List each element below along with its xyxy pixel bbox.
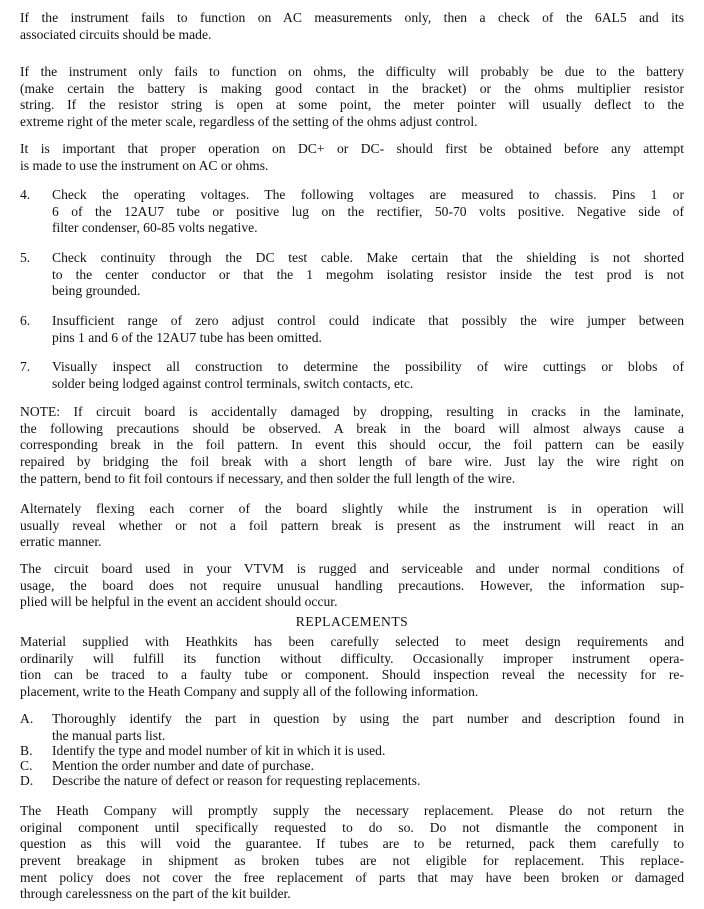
text-line: solder being lodged against control terminals, switch contacts, etc. [52,375,414,391]
text-line: 6 of the 12AU7 tube or positive lug on the rectifier, 50-70 volts positive. Negative side of [52,203,684,219]
list-item-number: 6. [20,313,31,328]
text-line: Identify the type and model number of kit in which it is used. [52,743,386,758]
text-line: original component until specifically requested to do so. Do not dismantle the component in [20,819,684,835]
text-line: being grounded. [52,283,141,299]
text-line: Material supplied with Heathkits has been carefully selected to meet design requirements and [20,634,684,649]
text-line: corresponding break in the foil pattern. In event this should occur, the foil pattern can be easily [20,437,684,453]
text-line: ordinarily will fulfill its function without difficulty. Occasionally improper instrument opera- [20,650,684,666]
text-line: NOTE: If circuit board is accidentally damaged by dropping, resulting in cracks in the laminate, [20,404,684,419]
text-line: ment policy does not cover the free replacement of parts that may have been broken or damaged [20,869,684,885]
text-line: The circuit board used in your VTVM is rugged and serviceable and under normal conditions of [20,561,684,576]
paragraph [20,634,684,701]
text-line: Check the operating voltages. The following voltages are measured to chassis. Pins 1 or [52,187,684,202]
section-heading-replacements: REPLACEMENTS [295,614,409,629]
text-line: usually reveal whether or not a foil pattern break is present as the instrument will react in an [20,517,684,533]
text-line: through carelessness on the part of the kit builder. [20,886,291,902]
text-line: question as this will void the guarantee. If tubes are to be returned, pack them carefully to [20,836,684,852]
list-item-number: 5. [20,250,31,265]
list-item-number: 4. [20,187,31,202]
text-line: string. If the resistor string is open at some point, the meter pointer will usually deflect to the [20,97,684,113]
list-item-number: 7. [20,359,31,374]
text-line: Check continuity through the DC test cable. Make certain that the shielding is not shorted [52,250,684,265]
text-line: erratic manner. [20,534,102,550]
text-line: the pattern, bend to fit foil contours if necessary, and then solder the full length of the wire. [20,470,516,486]
text-line: The Heath Company will promptly supply the necessary replacement. Please do not return the [20,803,684,818]
text-line: If the instrument fails to function on AC measurements only, then a check of the 6AL5 and its [20,10,684,25]
text-line: If the instrument only fails to function on ohms, the difficulty will probably be due to the battery [20,64,684,79]
paragraph [20,404,684,487]
list-item [20,359,684,392]
text-line: It is important that proper operation on DC+ or DC- should first be obtained before any attempt [20,141,684,156]
paragraph [20,561,684,611]
list-item-number: D. [20,773,34,788]
paragraph [20,10,684,43]
text-line: prevent breakage in shipment as broken tubes are not eligible for replacement. This replace- [20,853,684,869]
paragraph [20,64,684,131]
list-item [20,313,684,346]
text-line: Mention the order number and date of purchase. [52,758,314,773]
text-line: Alternately flexing each corner of the board slightly while the instrument is in operation will [20,501,684,516]
list-item [20,250,684,300]
paragraph [20,501,684,551]
text-line: the following precautions should be observed. A break in the board will almost always cause a [20,420,684,436]
text-line: tion can be traced to a faulty tube or component. Should inspection reveal the necessity for re- [20,667,684,683]
text-line: placement, write to the Heath Company and supply all of the following information. [20,684,479,700]
text-line: plied will be helpful in the event an accident should occur. [20,594,338,610]
text-line: extreme right of the meter scale, regardless of the setting of the ohms adjust control. [20,114,478,130]
text-line: to the center conductor or that the 1 megohm isolating resistor inside the test prod is not [52,266,684,282]
paragraph [20,141,684,174]
list-item-number: B. [20,743,33,758]
paragraph [20,803,684,903]
text-line: Describe the nature of defect or reason for requesting replacements. [52,773,421,788]
list-item-number: C. [20,758,33,773]
text-line: (make certain the battery is making good contact in the bracket) or the ohms multiplier resistor [20,80,684,96]
text-line: the manual parts list. [52,727,166,743]
list-item-number: A. [20,711,34,726]
text-line: Insufficient range of zero adjust control could indicate that possibly the wire jumper between [52,313,684,328]
list-item [20,773,684,790]
text-line: repaired by bridging the foil break with a short length of bare wire. Just lay the wire right on [20,454,684,470]
list-item [20,711,684,744]
text-line: associated circuits should be made. [20,26,212,42]
text-line: is made to use the instrument on AC or ohms. [20,157,269,173]
text-line: Visually inspect all construction to determine the possibility of wire cuttings or blobs of [52,359,684,374]
text-line: pins 1 and 6 of the 12AU7 tube has been omitted. [52,329,322,345]
text-line: filter condenser, 60-85 volts negative. [52,220,258,236]
list-item [20,187,684,237]
text-line: Thoroughly identify the part in question by using the part number and description found in [52,711,684,726]
text-line: usage, the board does not require unusual handling precautions. However, the information sup- [20,577,684,593]
